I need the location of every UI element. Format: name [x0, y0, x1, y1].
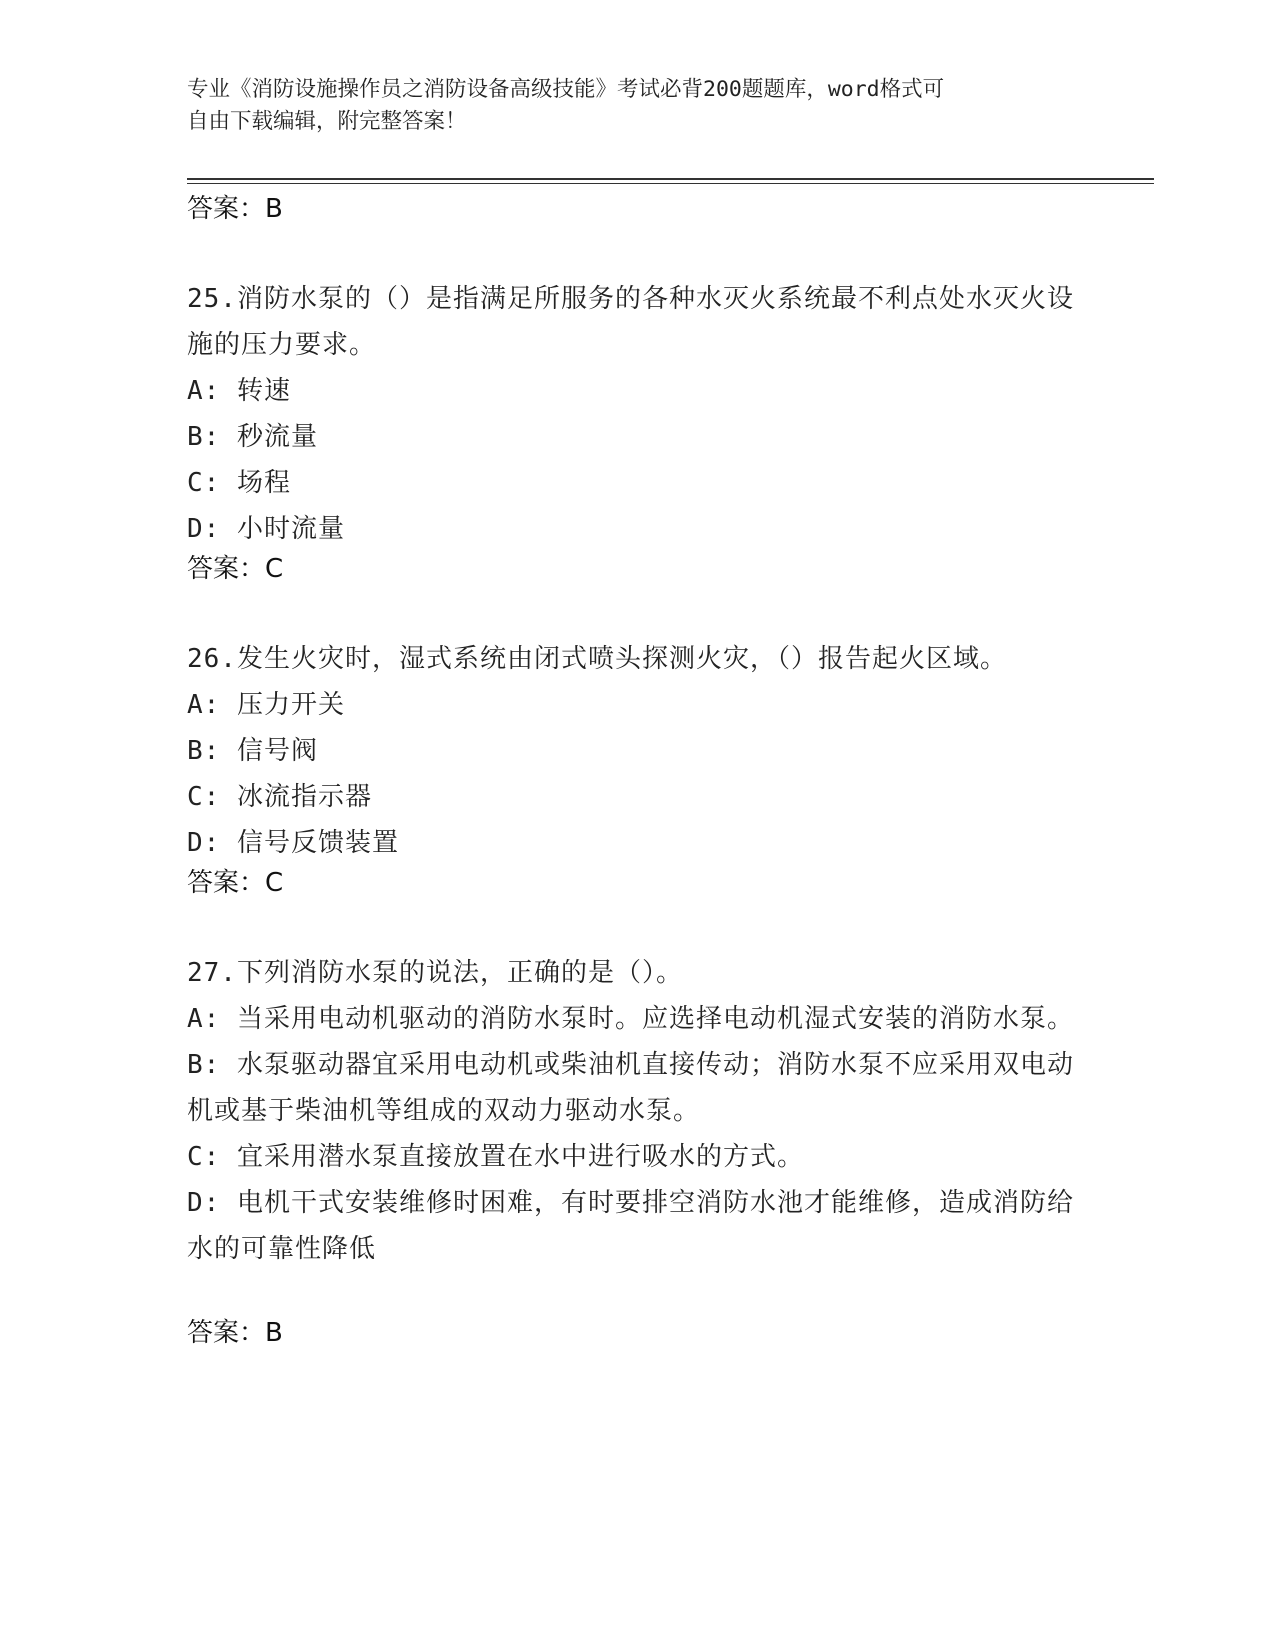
option-c: C: 宜采用潜水泵直接放置在水中进行吸水的方式。: [187, 1142, 804, 1172]
header-rule-thick: [187, 178, 1154, 180]
option-d: D: 小时流量: [187, 514, 345, 544]
header-line-2: 自由下载编辑，附完整答案！: [187, 109, 467, 134]
previous-answer: 答案：B: [187, 194, 283, 224]
answer-26: 答案：C: [187, 868, 284, 898]
answer-27: 答案：B: [187, 1318, 283, 1348]
option-c: C: 冰流指示器: [187, 782, 372, 812]
question-26: [187, 636, 1077, 866]
question-stem: 26.发生火灾时，湿式系统由闭式喷头探测火灾，（）报告起火区域。: [187, 644, 1007, 674]
option-b: B: 秒流量: [187, 422, 318, 452]
header-line-1: 专业《消防设施操作员之消防设备高级技能》考试必背200题题库，word格式可: [187, 77, 945, 102]
answer-25: 答案：C: [187, 554, 284, 584]
document-header: [187, 74, 1077, 138]
header-rule-thin: [187, 183, 1154, 184]
question-stem: 25.消防水泵的（）是指满足所服务的各种水灭火系统最不利点处水灭火设施的压力要求。: [187, 284, 1074, 360]
question-27: [187, 950, 1077, 1272]
option-a: A: 压力开关: [187, 690, 345, 720]
option-d: D: 电机干式安装维修时困难，有时要排空消防水池才能维修，造成消防给水的可靠性降低: [187, 1188, 1074, 1264]
option-a: A: 转速: [187, 376, 291, 406]
question-25: [187, 276, 1077, 552]
question-stem: 27.下列消防水泵的说法，正确的是（）。: [187, 958, 683, 988]
option-b: B: 水泵驱动器宜采用电动机或柴油机直接传动；消防水泵不应采用双电动机或基于柴油机等组成的双动力驱动水泵。: [187, 1050, 1074, 1126]
option-b: B: 信号阀: [187, 736, 318, 766]
option-d: D: 信号反馈装置: [187, 828, 399, 858]
option-a: A: 当采用电动机驱动的消防水泵时。应选择电动机湿式安装的消防水泵。: [187, 1004, 1074, 1034]
option-c: C: 场程: [187, 468, 291, 498]
